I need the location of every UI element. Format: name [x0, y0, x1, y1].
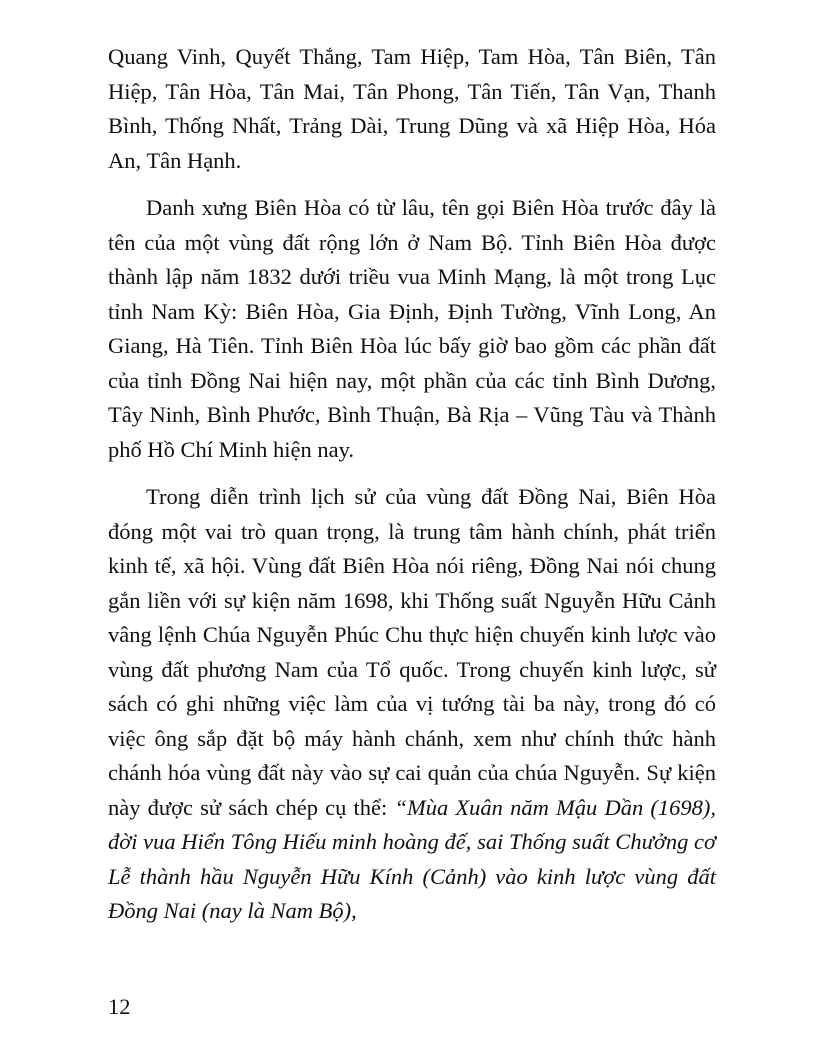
page-body — [108, 40, 716, 929]
page-number: 12 — [108, 994, 131, 1019]
paragraph-bien-hoa-name: Danh xưng Biên Hòa có từ lâu, tên gọi Biên Hòa trước đây là tên của một vùng đất rộng lớn ở Nam Bộ. Tỉnh Biên Hòa được thành lập năm 1832 dưới triều vua Minh Mạng, là một trong Lục tỉnh Nam Kỳ: Biên Hòa, Gia Định, Định Tường, Vĩnh Long, An Giang, Hà Tiên. Tỉnh Biên Hòa lúc bấy giờ bao gồm các phần đất của tỉnh Đồng Nai hiện nay, một phần của các tỉnh Bình Dương, Tây Ninh, Bình Phước, Bình Thuận, Bà Rịa – Vũng Tàu và Thành phố Hồ Chí Minh hiện nay. — [108, 195, 716, 462]
paragraph-history — [108, 480, 716, 929]
paragraph-ward-list: Quang Vinh, Quyết Thắng, Tam Hiệp, Tam Hòa, Tân Biên, Tân Hiệp, Tân Hòa, Tân Mai, Tân Phong, Tân Tiến, Tân Vạn, Thanh Bình, Thống Nhất, Trảng Dài, Trung Dũng và xã Hiệp Hòa, Hóa An, Tân Hạnh. — [108, 44, 716, 173]
historical-quote: “Mùa Xuân năm Mậu Dần (1698), đời vua Hiển Tông Hiếu minh hoàng đế, sai Thống suất Chưởng cơ Lễ thành hầu Nguyễn Hữu Kính (Cảnh) vào kinh lược vùng đất Đồng Nai (nay là Nam Bộ), — [108, 794, 716, 923]
paragraph-history-text: Trong diễn trình lịch sử của vùng đất Đồng Nai, Biên Hòa đóng một vai trò quan trọng, là trung tâm hành chính, phát triển kinh tế, xã hội. Vùng đất Biên Hòa nói riêng, Đồng Nai nói chung gắn liền với sự kiện năm 1698, khi Thống suất Nguyễn Hữu Cảnh vâng lệnh Chúa Nguyễn Phúc Chu thực hiện chuyến kinh lược vào vùng đất phương Nam của Tổ quốc. Trong chuyến kinh lược, sử sách có ghi những việc làm của vị tướng tài ba này, trong đó có việc ông sắp đặt bộ máy hành chánh, xem như chính thức hành chánh hóa vùng đất này vào sự cai quản của chúa Nguyễn. Sự kiện này được sử sách chép cụ thể: — [108, 484, 716, 820]
